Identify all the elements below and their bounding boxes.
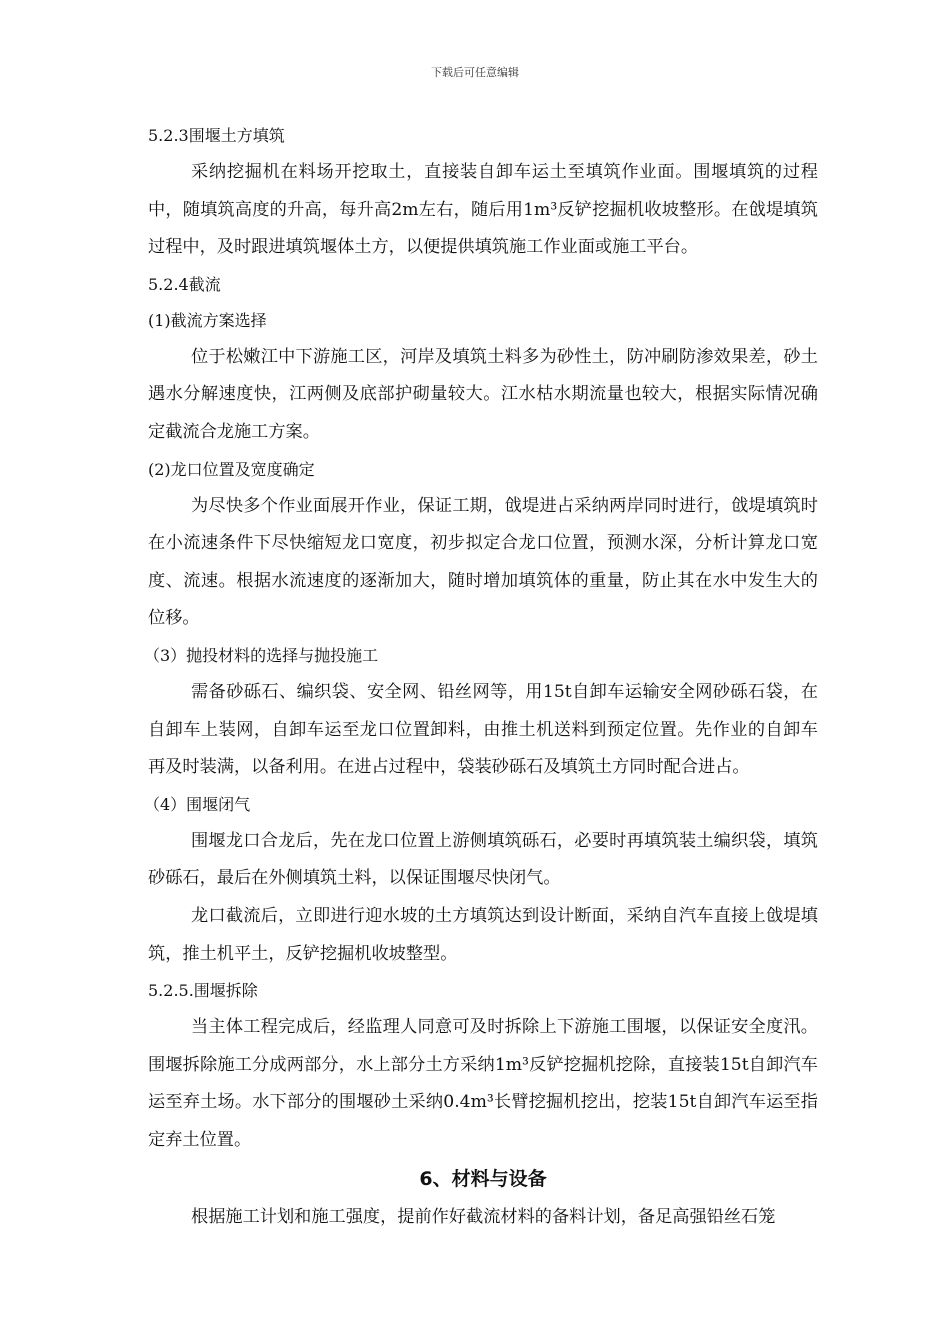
section-heading: 5.2.3围堰土方填筑 [148, 126, 285, 145]
section-heading: 5.2.5.围堰拆除 [148, 981, 258, 1001]
section-heading: (2)龙口位置及宽度确定 [148, 459, 315, 479]
section-heading: （3）抛投材料的选择与抛投施工 [144, 645, 379, 665]
paragraph: 龙口截流后，立即进行迎水坡的土方填筑达到设计断面，采纳自汽车直接上戗堤填筑，推土机平土，反铲挖掘机收坡整型。 [148, 905, 818, 964]
section-heading: （4）围堰闭气 [144, 794, 251, 814]
paragraph: 位于松嫩江中下游施工区，河岸及填筑土料多为砂性土，防冲刷防渗效果差，砂土遇水分解速度快，江两侧及底部护砌量较大。江水枯水期流量也较大，根据实际情况确定截流合龙施工方案。 [148, 346, 818, 442]
page-header: 下载后可任意编辑 [431, 66, 519, 79]
paragraph: 需备砂砾石、编织袋、安全网、铅丝网等，用15t自卸车运输安全网砂砾石袋，在自卸车上装网，自卸车运至龙口位置卸料，由推土机送料到预定位置。先作业的自卸车再及时装满，以备利用。在进占过程中，袋装砂砾石及填筑土方同时配合进占。 [148, 681, 818, 778]
section-heading: (1)截流方案选择 [148, 310, 267, 330]
paragraph: 为尽快多个作业面展开作业，保证工期，戗堤进占采纳两岸同时进行，戗堤填筑时在小流速条件下尽快缩短龙口宽度，初步拟定合龙口位置，预测水深，分析计算龙口宽度、流速。根据水流速度的逐渐加大，随时增加填筑体的重量，防止其在水中发生大的位移。 [148, 495, 818, 629]
paragraph: 围堰龙口合龙后，先在龙口位置上游侧填筑砾石，必要时再填筑装土编织袋，填筑砂砾石，最后在外侧填筑土料，以保证围堰尽快闭气。 [148, 830, 818, 889]
paragraph: 采纳挖掘机在料场开挖取土，直接装自卸车运土至填筑作业面。围堰填筑的过程中，随填筑高度的升高，每升高2m左右，随后用1m³反铲挖掘机收坡整形。在戗堤填筑过程中，及时跟进填筑堰体土方，以便提供填筑施工作业面或施工平台。 [148, 162, 818, 258]
chapter-title: 6、材料与设备 [419, 1168, 547, 1191]
paragraph: 根据施工计划和施工强度，提前作好截流材料的备料计划，备足高强铅丝石笼 [191, 1207, 776, 1228]
section-heading: 5.2.4截流 [148, 274, 221, 294]
paragraph: 当主体工程完成后，经监理人同意可及时拆除上下游施工围堰，以保证安全度汛。围堰拆除施工分成两部分，水上部分土方采纳1m³反铲挖掘机挖除，直接装15t自卸汽车运至弃土场。水下部分的围堰砂土采纳0.4m³长臂挖掘机挖出，挖装15t自卸汽车运至指定弃土位置。 [148, 1017, 818, 1150]
document-body [144, 118, 818, 1237]
